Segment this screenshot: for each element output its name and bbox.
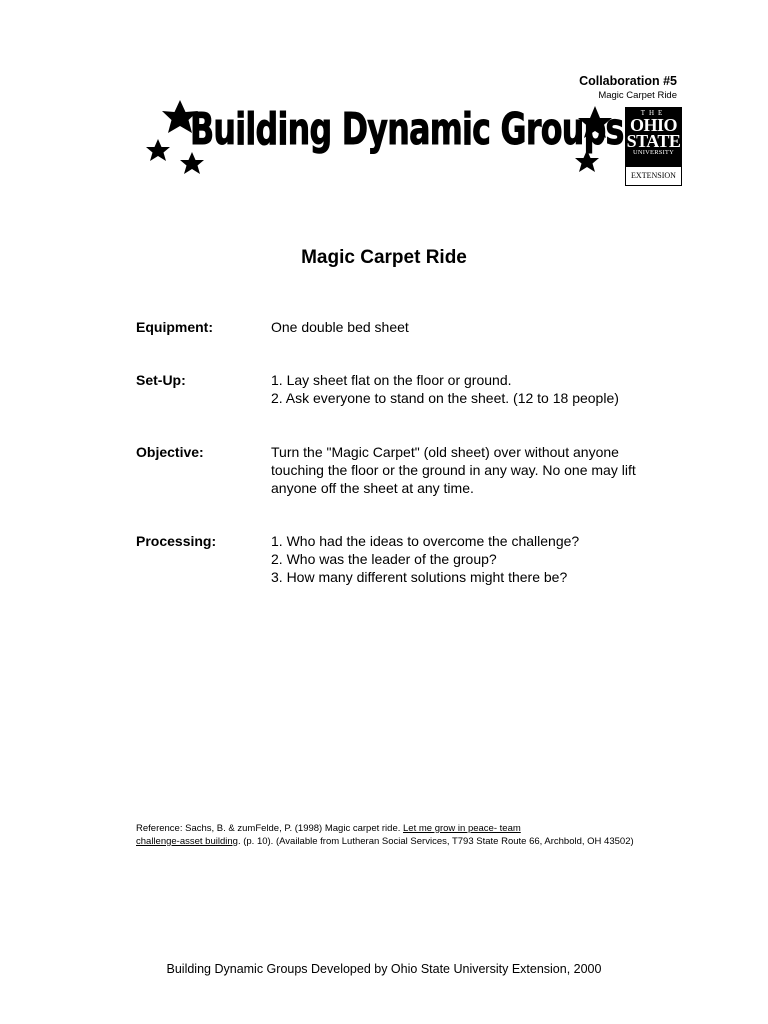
processing-label: Processing:: [136, 533, 217, 549]
objective-line: Turn the "Magic Carpet" (old sheet) over without anyone: [271, 444, 619, 460]
objective-body: [271, 443, 701, 497]
page-footer: Building Dynamic Groups Developed by Ohio State University Extension, 2000: [166, 962, 602, 976]
setup-step: 1. Lay sheet flat on the floor or ground.: [271, 372, 512, 388]
objective-line: touching the floor or the ground in any way. No one may lift: [271, 462, 636, 478]
reference-prefix: Reference: Sachs, B. & zumFelde, P. (1998) Magic carpet ride.: [136, 823, 404, 834]
equipment-label: Equipment:: [136, 319, 213, 335]
processing-question: 3. How many different solutions might there be?: [271, 569, 568, 585]
banner-title: Building Dynamic Groups: [190, 104, 624, 155]
banner: [140, 96, 624, 186]
star-icon: [180, 152, 204, 174]
reference-book-title: Let me grow in peace- team: [403, 823, 521, 834]
page-title: Magic Carpet Ride: [301, 247, 467, 268]
objective-line: anyone off the sheet at any time.: [271, 480, 474, 496]
star-icon: [146, 139, 170, 161]
setup-body: [271, 371, 701, 407]
ohio-state-logo: THE OHIO STATE UNIVERSITY EXTENSION: [625, 107, 682, 186]
collaboration-name: Magic Carpet Ride: [598, 89, 677, 101]
reference-suffix: . (p. 10). (Available from Lutheran Social Services, T793 State Route 66, Archbold, OH 43502): [237, 835, 634, 847]
setup-label: Set-Up:: [136, 372, 186, 388]
processing-question: 1. Who had the ideas to overcome the challenge?: [271, 533, 580, 549]
processing-body: [271, 532, 701, 586]
collaboration-number: Collaboration #5: [579, 74, 677, 88]
setup-step: 2. Ask everyone to stand on the sheet. (12 to 18 people): [271, 390, 619, 406]
equipment-body: [271, 318, 701, 336]
reference-book-title-cont: challenge-asset building: [136, 835, 238, 847]
equipment-line: One double bed sheet: [271, 319, 409, 335]
processing-question: 2. Who was the leader of the group?: [271, 551, 497, 567]
reference-note: [136, 823, 696, 848]
objective-label: Objective:: [136, 444, 204, 460]
